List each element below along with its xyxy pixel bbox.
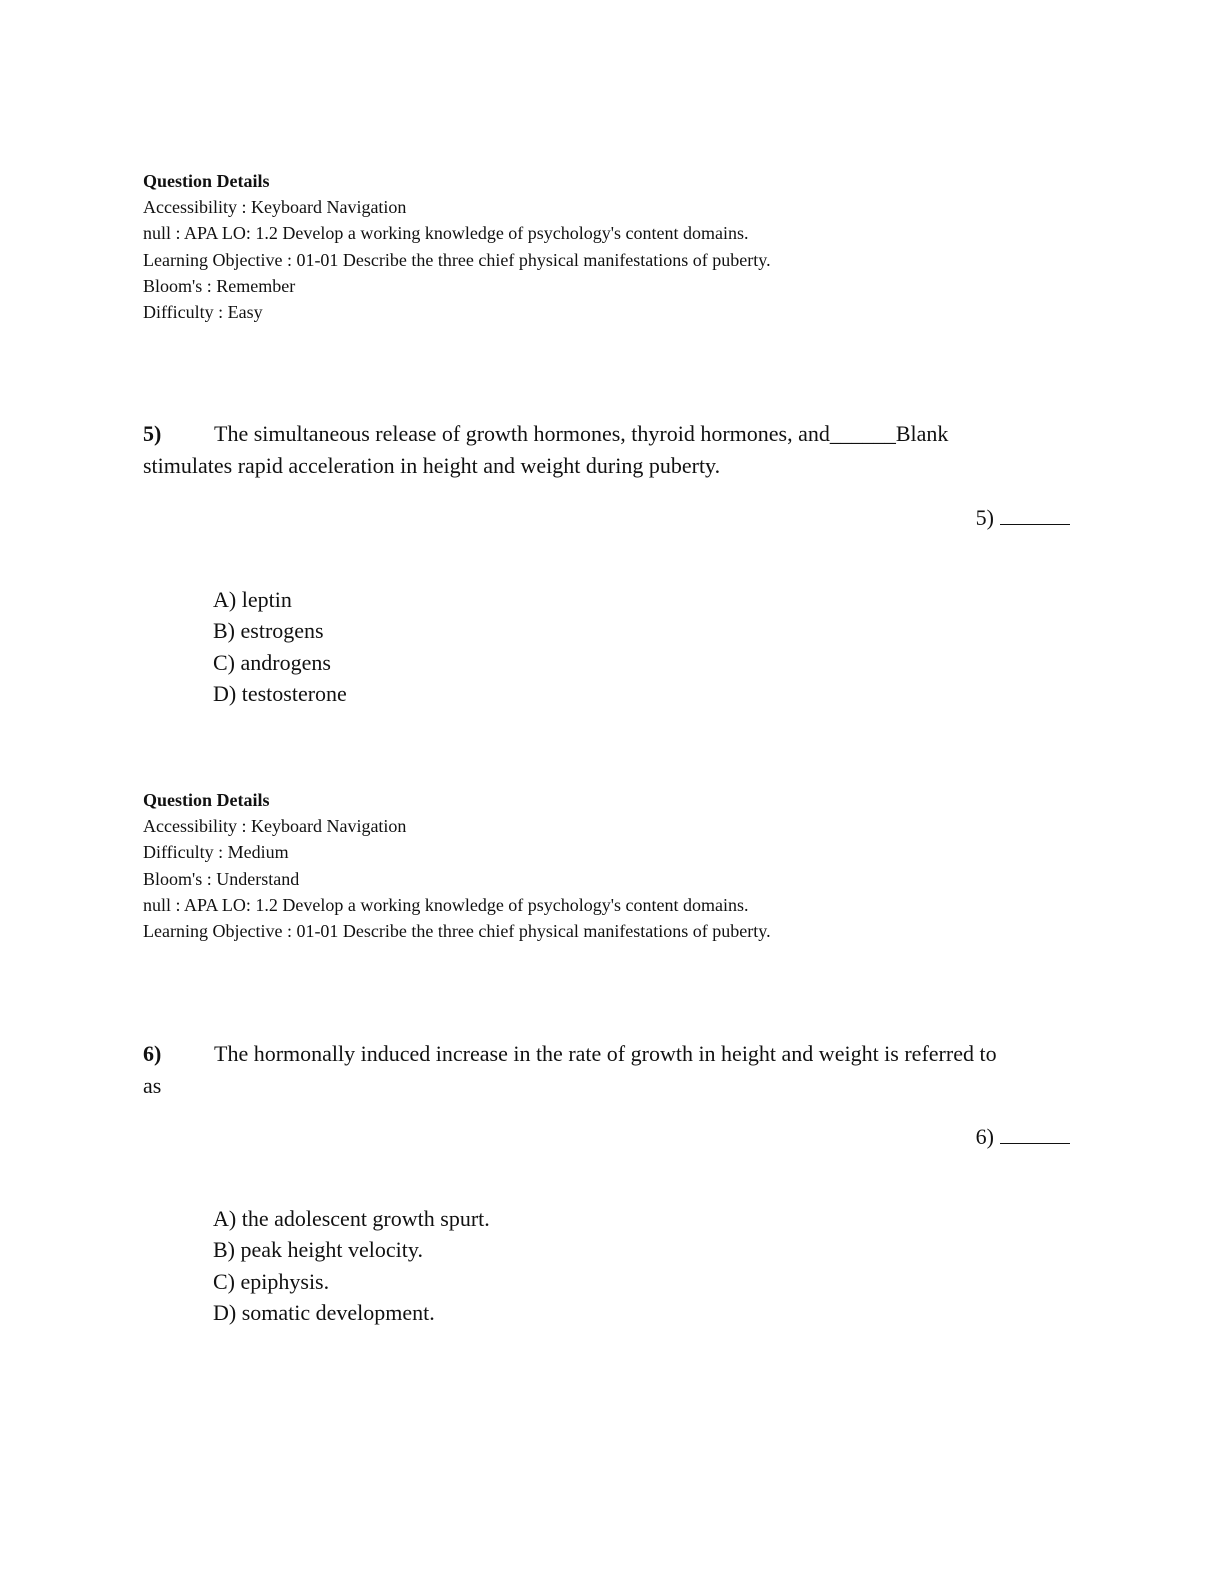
question-5-options <box>213 584 347 709</box>
question-details-5 <box>143 787 771 944</box>
answer-blank-6[interactable] <box>1000 1121 1070 1144</box>
question-6-line-1 <box>143 1038 1073 1070</box>
details-line: Learning Objective : 01-01 Describe the three chief physical manifestations of puberty. <box>143 249 771 270</box>
details-line: Accessibility : Keyboard Navigation <box>143 197 407 218</box>
option-b[interactable]: B) estrogens <box>213 618 324 644</box>
answer-slot-6[interactable] <box>976 1121 1070 1153</box>
details-line: Learning Objective : 01-01 Describe the three chief physical manifestations of puberty. <box>143 921 771 942</box>
details-line: Difficulty : Medium <box>143 842 289 863</box>
question-6-text-line-2: as <box>143 1073 162 1098</box>
details-line: Difficulty : Easy <box>143 302 263 323</box>
answer-slot-6-label: 6) <box>975 1124 994 1149</box>
details-line: Accessibility : Keyboard Navigation <box>143 816 407 837</box>
option-d[interactable]: D) somatic development. <box>213 1299 435 1325</box>
answer-blank-5[interactable] <box>1000 502 1070 525</box>
option-c[interactable]: C) androgens <box>213 649 331 675</box>
question-5-number: 5) <box>143 421 162 446</box>
question-6-number: 6) <box>143 1041 162 1066</box>
option-a[interactable]: A) the adolescent growth spurt. <box>213 1206 490 1231</box>
question-5 <box>143 418 1073 482</box>
answer-slot-5[interactable] <box>976 502 1070 534</box>
question-5-text-line-2: stimulates rapid acceleration in height and weight during puberty. <box>143 453 721 478</box>
question-5-line-1 <box>143 418 1073 450</box>
details-line: null : APA LO: 1.2 Develop a working knowledge of psychology's content domains. <box>143 223 749 244</box>
answer-slot-5-label: 5) <box>975 505 994 530</box>
option-c[interactable]: C) epiphysis. <box>213 1268 330 1294</box>
question-5-text-line-1: The simultaneous release of growth hormones, thyroid hormones, and______Blank <box>214 421 949 446</box>
question-6-text-line-1: The hormonally induced increase in the rate of growth in height and weight is referred to <box>214 1041 997 1066</box>
option-a[interactable]: A) leptin <box>213 587 292 612</box>
question-details-heading: Question Details <box>143 790 270 810</box>
details-line: null : APA LO: 1.2 Develop a working knowledge of psychology's content domains. <box>143 894 749 915</box>
details-line: Bloom's : Understand <box>143 868 300 889</box>
question-6 <box>143 1038 1073 1102</box>
option-d[interactable]: D) testosterone <box>213 680 347 706</box>
details-line: Bloom's : Remember <box>143 275 296 296</box>
question-6-options <box>213 1203 490 1328</box>
option-b[interactable]: B) peak height velocity. <box>213 1237 423 1263</box>
question-details-1 <box>143 168 771 325</box>
question-details-heading: Question Details <box>143 171 270 191</box>
